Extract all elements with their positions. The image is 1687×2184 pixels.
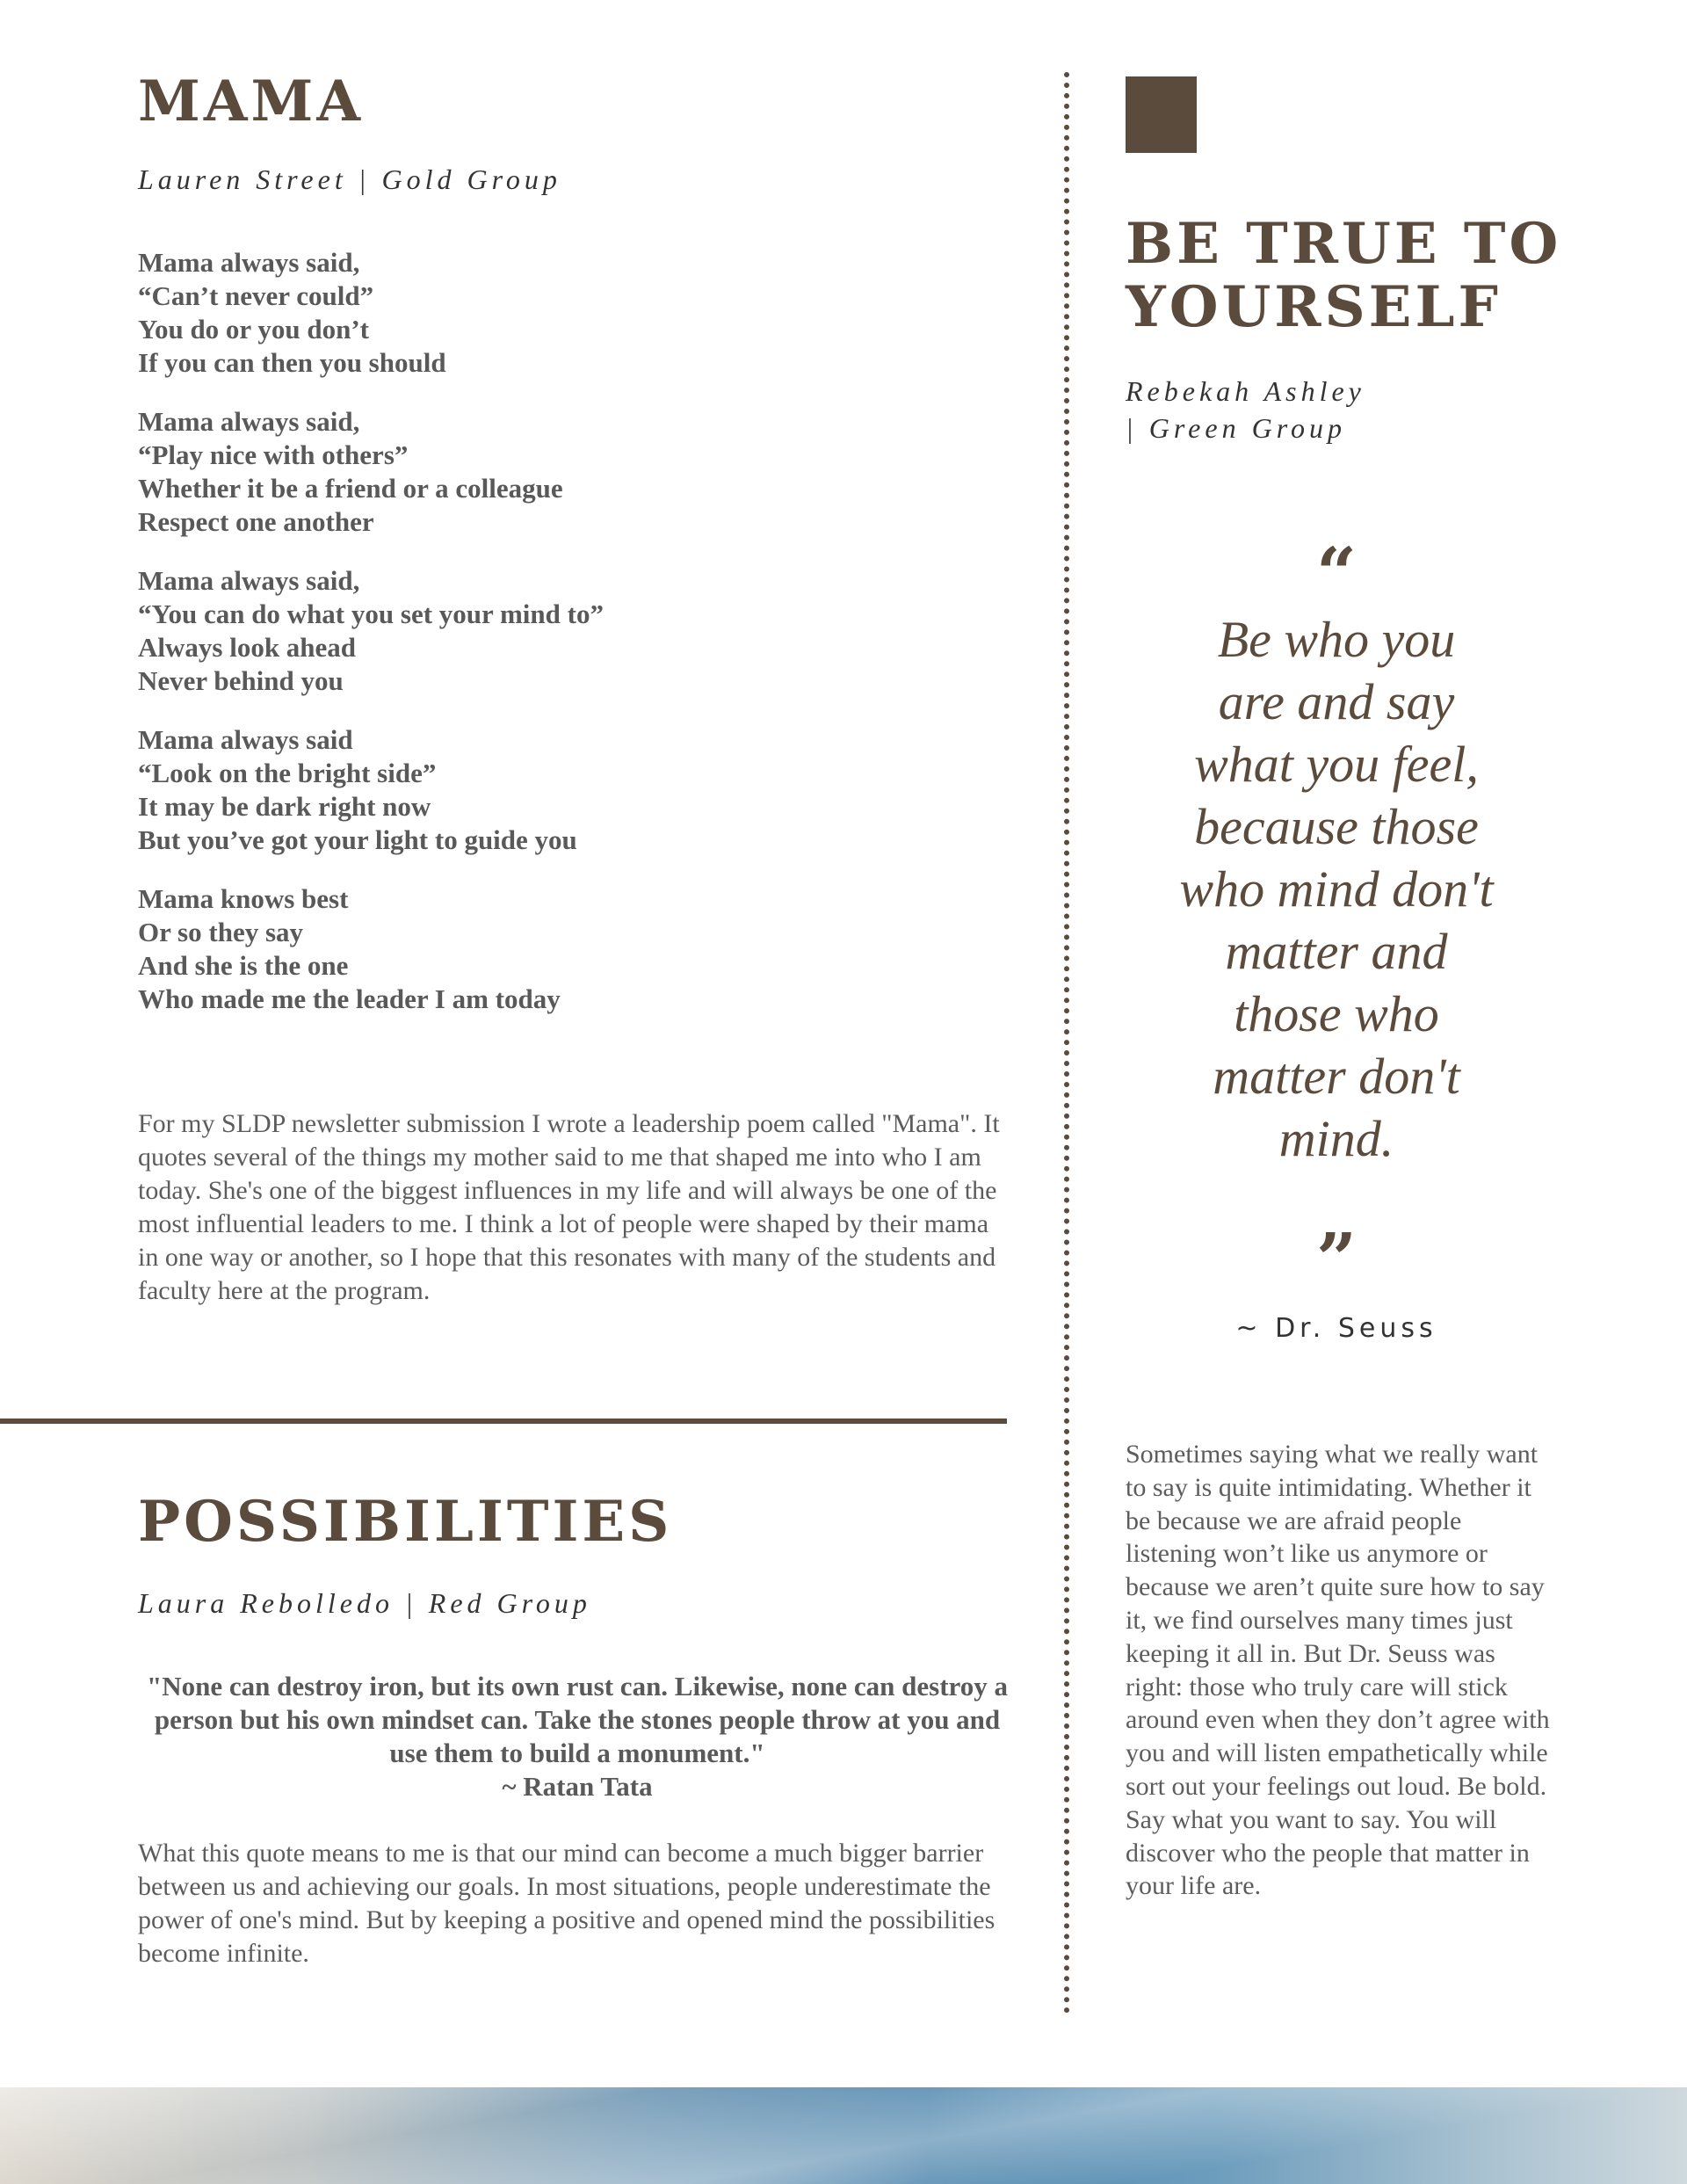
mama-poem (138, 246, 999, 1041)
poem-line: And she is the one (138, 950, 349, 981)
poem-line: You do or you don’t (138, 314, 370, 345)
poem-line: “You can do what you set your mind to” (138, 599, 604, 629)
pull-quote-line: matter and (1225, 923, 1448, 980)
poem-line: Mama always said, (138, 406, 360, 437)
mama-description: For my SLDP newsletter submission I wrote a leadership poem called "Mama". It quotes several of the things my mother said to me that shaped me into who I am today. She's one of the biggest influences in my life and will always be one of the most influential leaders to me. I think a lot of people were shaped by their mama in one way or another, so I hope that this resonates with many of the students and faculty here at the program. (138, 1109, 1000, 1305)
mama-title: MAMA (138, 69, 364, 134)
poem-stanza (138, 564, 999, 698)
section-divider (0, 1419, 1007, 1424)
poem-line: “Look on the bright side” (138, 758, 437, 788)
possibilities-title: POSSIBILITIES (138, 1489, 673, 1555)
pull-quote-line: those who (1234, 985, 1439, 1042)
be-true-title-line2: YOURSELF (1126, 274, 1502, 340)
poem-stanza (138, 882, 999, 1016)
poem-line: But you’ve got your light to guide you (138, 824, 577, 855)
possibilities-quote-author: ~ Ratan Tata (502, 1771, 653, 1802)
be-true-title (1126, 213, 1561, 339)
poem-line: Whether it be a friend or a colleague (138, 473, 563, 504)
possibilities-description: What this quote means to me is that our mind can become a much bigger barrier between us and achieving our goals. In most situations, people underestimate the power of one's mind. But by keeping a positive and opened mind the possibilities become infinite. (138, 1839, 996, 1968)
pull-quote-line: Be who you (1217, 611, 1456, 668)
be-true-quote-author: ~ Dr. Seuss (1235, 1313, 1437, 1344)
possibilities-byline: Laura Rebolledo | Red Group (138, 1587, 591, 1619)
poem-line: Mama knows best (138, 883, 349, 914)
poem-line: Mama always said, (138, 247, 360, 278)
poem-stanza (138, 723, 999, 857)
accent-square (1126, 76, 1197, 153)
be-true-description: Sometimes saying what we really want to say is quite intimidating. Whether it be because we are afraid people listening won’t like us anymore or because we aren’t quite sure how to say it, we find ourselves many times just keeping it all in. But Dr. Seuss was right: those who truly care will stick around even when they don’t agree with you and will listen empathetically while sort out your feelings out loud. Be bold. Say what you want to say. You will discover who the people that matter in your life are. (1126, 1440, 1550, 1901)
poem-line: If you can then you should (138, 347, 446, 378)
pull-quote-line: are and say (1218, 673, 1455, 730)
poem-line: It may be dark right now (138, 791, 431, 822)
poem-line: Respect one another (138, 506, 374, 537)
pull-quote-line: mind. (1278, 1110, 1394, 1167)
poem-line: Always look ahead (138, 632, 357, 663)
be-true-pull-quote (1108, 608, 1565, 1170)
pull-quote-line: what you feel, (1194, 736, 1479, 793)
poem-stanza (138, 246, 999, 380)
column-divider (1064, 72, 1069, 2014)
pull-quote-line: because those (1194, 798, 1479, 855)
poem-line: Who made me the leader I am today (138, 983, 561, 1014)
poem-line: Never behind you (138, 665, 344, 696)
be-true-title-line1: BE TRUE TO (1126, 211, 1562, 277)
be-true-byline (1126, 373, 1365, 446)
be-true-byline-line1: Rebekah Ashley (1126, 375, 1365, 407)
be-true-byline-line2: | Green Group (1126, 412, 1346, 444)
poem-line: Mama always said, (138, 565, 360, 596)
sky-banner-image (0, 2087, 1687, 2184)
poem-line: Or so they say (138, 917, 304, 947)
mama-byline: Lauren Street | Gold Group (138, 163, 561, 195)
poem-line: Mama always said (138, 724, 353, 755)
poem-line: “Can’t never could” (138, 280, 374, 311)
poem-line: “Play nice with others” (138, 439, 409, 470)
open-quote-icon: “ (1315, 532, 1357, 614)
pull-quote-line: matter don't (1213, 1048, 1460, 1105)
possibilities-quote: "None can destroy iron, but its own rust can. Likewise, none can destroy a person but his own mindset can. Take the stones people throw at you and use them to build a monument." (147, 1671, 1008, 1768)
poem-stanza (138, 405, 999, 539)
close-quote-icon: ” (1315, 1217, 1357, 1300)
pull-quote-line: who mind don't (1179, 860, 1494, 918)
